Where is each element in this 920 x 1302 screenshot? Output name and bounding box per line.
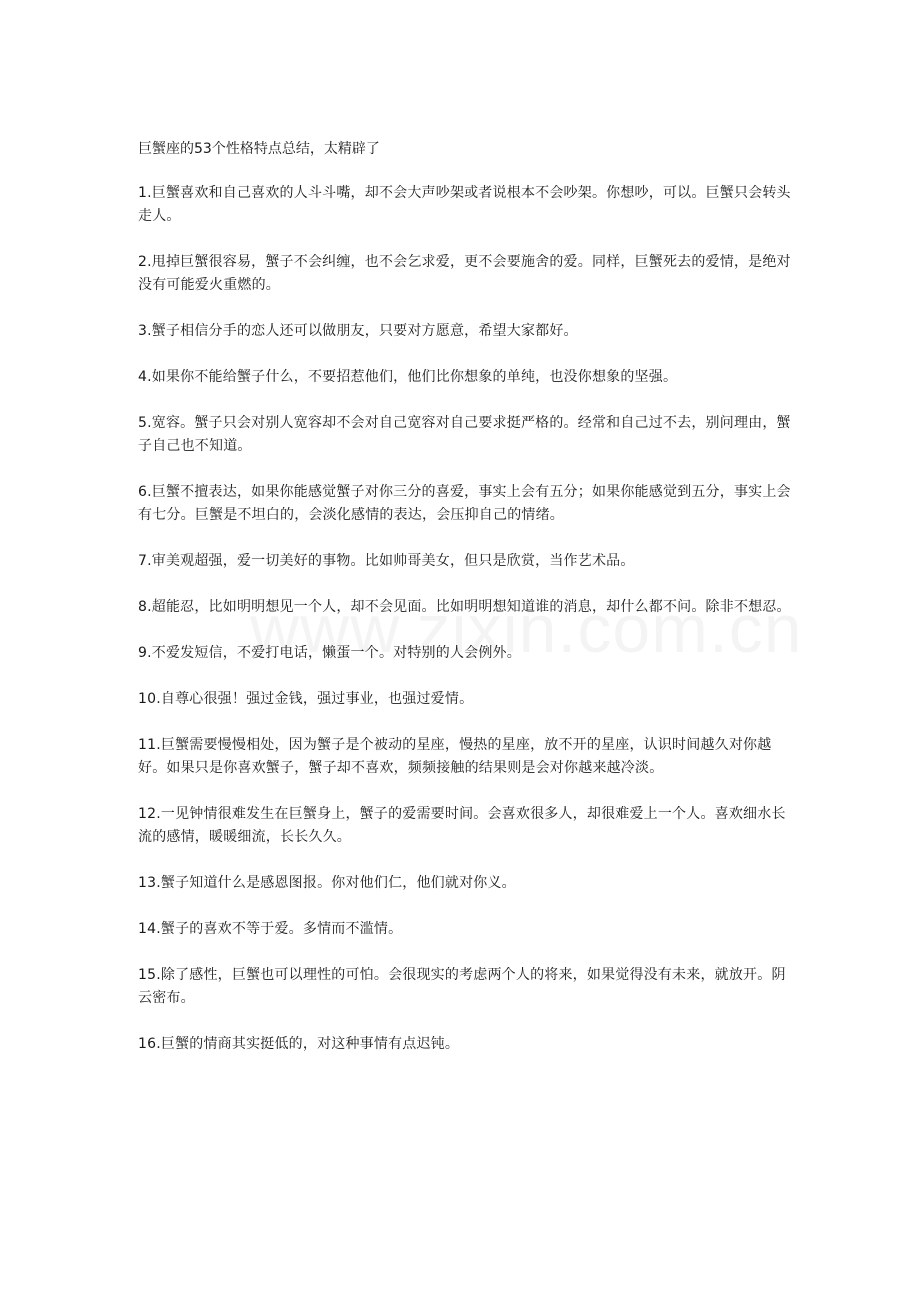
document-title: 巨蟹座的53个性格特点总结，太精辟了 [138,141,380,157]
paragraph-3: 3.蟹子相信分手的恋人还可以做朋友，只要对方愿意，希望大家都好。 [138,323,578,339]
paragraph-8: 8.超能忍，比如明明想见一个人，却不会见面。比如明明想知道谁的消息，却什么都不问。除非不想忍。 [138,599,791,615]
document-page [138,138,798,1079]
paragraph-16: 16.巨蟹的情商其实挺低的，对这种事情有点迟钝。 [138,1036,460,1052]
paragraph-2: 2.甩掉巨蟹很容易，蟹子不会纠缠，也不会乞求爱，更不会要施舍的爱。同样，巨蟹死去的爱情，是绝对没有可能爱火重燃的。 [138,254,791,293]
paragraph-11: 11.巨蟹需要慢慢相处，因为蟹子是个被动的星座，慢热的星座，放不开的星座，认识时间越久对你越好。如果只是你喜欢蟹子，蟹子却不喜欢，频频接触的结果则是会对你越来越冷淡。 [138,737,772,776]
paragraph-6: 6.巨蟹不擅表达，如果你能感觉蟹子对你三分的喜爱，事实上会有五分；如果你能感觉到五分，事实上会有七分。巨蟹是不坦白的，会淡化感情的表达，会压抑自己的情绪。 [138,484,791,523]
paragraph-4: 4.如果你不能给蟹子什么，不要招惹他们，他们比你想象的单纯，也没你想象的坚强。 [138,369,678,385]
paragraph-9: 9.不爱发短信，不爱打电话，懒蛋一个。对特别的人会例外。 [138,645,521,661]
paragraph-10: 10.自尊心很强！强过金钱，强过事业，也强过爱情。 [138,691,474,707]
paragraph-12: 12.一见钟情很难发生在巨蟹身上，蟹子的爱需要时间。会喜欢很多人，却很难爱上一个人。喜欢细水长流的感情，暖暖细流，长长久久。 [138,806,786,845]
paragraph-13: 13.蟹子知道什么是感恩图报。你对他们仁，他们就对你义。 [138,875,516,891]
paragraph-14: 14.蟹子的喜欢不等于爱。多情而不滥情。 [138,921,403,937]
paragraph-5: 5.宽容。蟹子只会对别人宽容却不会对自己宽容对自己要求挺严格的。经常和自己过不去，别问理由，蟹子自己也不知道。 [138,415,791,454]
paragraph-1: 1.巨蟹喜欢和自己喜欢的人斗斗嘴，却不会大声吵架或者说根本不会吵架。你想吵，可以。巨蟹只会转头走人。 [138,185,791,224]
paragraph-15: 15.除了感性，巨蟹也可以理性的可怕。会很现实的考虑两个人的将来，如果觉得没有未来，就放开。阴云密布。 [138,967,786,1006]
paragraph-7: 7.审美观超强，爱一切美好的事物。比如帅哥美女，但只是欣赏，当作艺术品。 [138,553,635,569]
